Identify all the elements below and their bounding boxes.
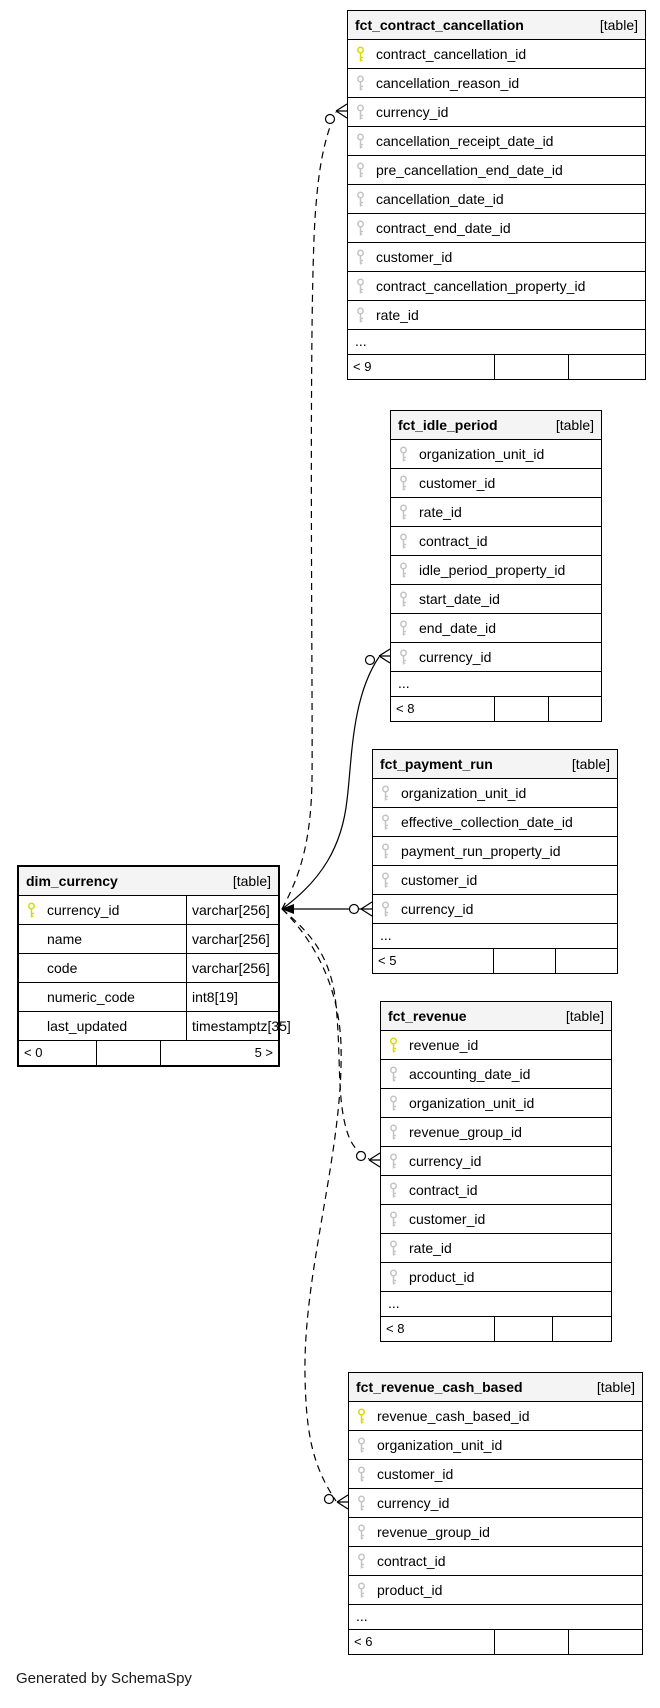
column-row-organization_unit_id	[381, 1089, 611, 1118]
column-name: currency_id	[401, 901, 474, 917]
column-row-organization_unit_id	[349, 1431, 642, 1460]
table-footer	[348, 355, 645, 379]
table-header-fct_contract_cancellation[interactable]	[348, 11, 645, 40]
column-name: currency_id	[419, 649, 492, 665]
table-fct_contract_cancellation	[347, 10, 646, 380]
foreign-key-icon	[389, 1153, 398, 1170]
column-row-customer_id	[381, 1205, 611, 1234]
column-name: effective_collection_date_id	[401, 814, 573, 830]
column-row-contract_id	[381, 1176, 611, 1205]
zero-cardinality-circle	[326, 115, 335, 124]
table-header-fct_idle_period[interactable]	[391, 411, 601, 440]
foreign-key-icon	[389, 1066, 398, 1083]
column-name: start_date_id	[419, 591, 500, 607]
column-name: customer_id	[419, 475, 496, 491]
column-name: revenue_id	[409, 1037, 479, 1053]
table-footer	[349, 1630, 642, 1654]
column-name: cancellation_reason_id	[376, 75, 520, 91]
crowfoot-many-marker	[379, 649, 390, 663]
more-columns-ellipsis: ...	[349, 1605, 642, 1630]
column-name: rate_id	[409, 1240, 452, 1256]
foreign-key-icon	[399, 504, 408, 521]
column-name: code	[47, 960, 78, 976]
column-name: cancellation_date_id	[376, 191, 504, 207]
footer-spacer-cell	[494, 697, 549, 721]
relationship-edge-fct_revenue	[282, 909, 369, 1159]
column-row-start_date_id	[391, 585, 601, 614]
footer-parents-count	[569, 1630, 642, 1654]
foreign-key-icon	[399, 620, 408, 637]
column-name: pre_cancellation_end_date_id	[376, 162, 563, 178]
table-type-badge: [table]	[232, 873, 271, 889]
column-row-contract_cancellation_id	[348, 40, 645, 69]
foreign-key-icon	[389, 1240, 398, 1257]
column-name: revenue_cash_based_id	[377, 1408, 530, 1424]
column-name: revenue_group_id	[377, 1524, 490, 1540]
foreign-key-icon	[389, 1211, 398, 1228]
more-columns-ellipsis: ...	[348, 330, 645, 355]
table-header-fct_payment_run[interactable]	[373, 750, 617, 779]
column-row-cancellation_reason_id	[348, 69, 645, 98]
foreign-key-icon	[356, 191, 365, 208]
column-name: customer_id	[401, 872, 478, 888]
column-name: customer_id	[409, 1211, 486, 1227]
table-dim_currency	[17, 865, 291, 1067]
column-row-cancellation_receipt_date_id	[348, 127, 645, 156]
column-name: organization_unit_id	[401, 785, 527, 801]
column-type: varchar[256]	[186, 896, 278, 924]
column-name: contract_id	[377, 1553, 446, 1569]
column-type: int8[19]	[186, 983, 278, 1011]
footer-children-count: < 8	[396, 701, 415, 716]
column-name: payment_run_property_id	[401, 843, 561, 859]
table-header-dim_currency[interactable]	[19, 867, 278, 896]
foreign-key-icon	[399, 446, 408, 463]
column-name: customer_id	[377, 1466, 454, 1482]
column-type: varchar[256]	[186, 954, 278, 982]
column-row-revenue_cash_based_id	[349, 1402, 642, 1431]
column-row-rate_id	[348, 301, 645, 330]
column-name: rate_id	[419, 504, 462, 520]
zero-cardinality-circle	[325, 1495, 334, 1504]
foreign-key-icon	[356, 75, 365, 92]
column-row-currency_id	[391, 643, 601, 672]
column-row-contract_end_date_id	[348, 214, 645, 243]
foreign-key-icon	[399, 649, 408, 666]
column-row-contract_cancellation_property_id	[348, 272, 645, 301]
column-row-end_date_id	[391, 614, 601, 643]
column-name: rate_id	[376, 307, 419, 323]
footer-parents-count	[556, 949, 617, 973]
column-name: cancellation_receipt_date_id	[376, 133, 554, 149]
column-row-accounting_date_id	[381, 1060, 611, 1089]
column-name: organization_unit_id	[377, 1437, 503, 1453]
relationship-edge-fct_contract_cancellation	[282, 112, 336, 909]
column-name: product_id	[377, 1582, 443, 1598]
foreign-key-icon	[399, 475, 408, 492]
more-columns-ellipsis: ...	[373, 924, 617, 949]
foreign-key-icon	[381, 901, 390, 918]
column-row-currency_id	[19, 896, 278, 925]
column-row-currency_id	[373, 895, 617, 924]
more-columns-ellipsis: ...	[391, 672, 601, 697]
column-name: contract_id	[409, 1182, 478, 1198]
column-row-product_id	[349, 1576, 642, 1605]
foreign-key-icon	[389, 1269, 398, 1286]
footer-children-count: < 8	[386, 1321, 405, 1336]
table-name: fct_revenue	[388, 1008, 467, 1024]
zero-cardinality-circle	[357, 1152, 366, 1161]
table-type-badge: [table]	[565, 1008, 604, 1024]
table-footer	[381, 1317, 611, 1341]
column-type: varchar[256]	[186, 925, 278, 953]
foreign-key-icon	[356, 162, 365, 179]
column-row-payment_run_property_id	[373, 837, 617, 866]
column-name: currency_id	[47, 902, 120, 918]
column-name: organization_unit_id	[409, 1095, 535, 1111]
column-name: contract_id	[419, 533, 488, 549]
foreign-key-icon	[357, 1495, 366, 1512]
table-header-fct_revenue[interactable]	[381, 1002, 611, 1031]
column-row-name	[19, 925, 278, 954]
column-row-cancellation_date_id	[348, 185, 645, 214]
primary-key-icon	[357, 1408, 366, 1425]
column-name: product_id	[409, 1269, 475, 1285]
column-row-customer_id	[349, 1460, 642, 1489]
foreign-key-icon	[389, 1095, 398, 1112]
footer-parents-count: 5 >	[254, 1045, 273, 1060]
foreign-key-icon	[381, 843, 390, 860]
column-name: currency_id	[376, 104, 449, 120]
foreign-key-icon	[399, 533, 408, 550]
footer-spacer-cell	[96, 1041, 161, 1065]
generator-note: Generated by SchemaSpy	[16, 1670, 192, 1687]
primary-key-icon	[389, 1037, 398, 1054]
footer-children-count: < 5	[378, 953, 397, 968]
table-type-badge: [table]	[555, 417, 594, 433]
foreign-key-icon	[356, 307, 365, 324]
foreign-key-icon	[356, 133, 365, 150]
column-row-currency_id	[348, 98, 645, 127]
footer-spacer-cell	[493, 949, 556, 973]
column-row-code	[19, 954, 278, 983]
column-name: name	[47, 931, 83, 947]
zero-cardinality-circle	[366, 656, 375, 665]
column-name: end_date_id	[419, 620, 497, 636]
column-row-currency_id	[349, 1489, 642, 1518]
column-name: idle_period_property_id	[419, 562, 566, 578]
column-row-contract_id	[391, 527, 601, 556]
column-row-contract_id	[349, 1547, 642, 1576]
foreign-key-icon	[356, 104, 365, 121]
footer-parents-count	[569, 355, 645, 379]
column-name: contract_cancellation_id	[376, 46, 527, 62]
foreign-key-icon	[381, 785, 390, 802]
foreign-key-icon	[356, 278, 365, 295]
foreign-key-icon	[399, 591, 408, 608]
foreign-key-icon	[381, 872, 390, 889]
column-row-organization_unit_id	[391, 440, 601, 469]
table-fct_revenue	[380, 1001, 612, 1342]
table-type-badge: [table]	[596, 1379, 635, 1395]
column-row-numeric_code	[19, 983, 278, 1012]
foreign-key-icon	[357, 1524, 366, 1541]
column-row-revenue_group_id	[381, 1118, 611, 1147]
foreign-key-icon	[389, 1124, 398, 1141]
foreign-key-icon	[356, 220, 365, 237]
primary-key-icon	[356, 46, 365, 63]
footer-parents-count	[553, 1317, 611, 1341]
primary-key-icon	[27, 902, 36, 919]
table-name: dim_currency	[26, 873, 118, 889]
zero-cardinality-circle	[350, 905, 359, 914]
column-row-customer_id	[348, 243, 645, 272]
crowfoot-many-marker	[337, 1495, 348, 1509]
column-row-currency_id	[381, 1147, 611, 1176]
table-footer	[19, 1041, 278, 1065]
relationship-edge-fct_idle_period	[282, 657, 379, 909]
relationship-edge-fct_revenue_cash_based	[282, 909, 341, 1501]
column-name: currency_id	[377, 1495, 450, 1511]
column-row-revenue_id	[381, 1031, 611, 1060]
column-row-last_updated	[19, 1012, 291, 1041]
column-name: organization_unit_id	[419, 446, 545, 462]
column-name: last_updated	[47, 1018, 128, 1034]
column-row-product_id	[381, 1263, 611, 1292]
column-name: numeric_code	[47, 989, 135, 1005]
crowfoot-many-marker	[369, 1153, 380, 1167]
column-row-organization_unit_id	[373, 779, 617, 808]
foreign-key-icon	[356, 249, 365, 266]
column-row-pre_cancellation_end_date_id	[348, 156, 645, 185]
footer-spacer-cell	[494, 1317, 553, 1341]
table-fct_revenue_cash_based	[348, 1372, 643, 1655]
crowfoot-many-marker	[361, 902, 372, 916]
column-name: contract_cancellation_property_id	[376, 278, 586, 294]
table-type-badge: [table]	[571, 756, 610, 772]
column-type: timestamptz[35]	[186, 1012, 291, 1040]
table-type-badge: [table]	[599, 17, 638, 33]
foreign-key-icon	[381, 814, 390, 831]
column-row-revenue_group_id	[349, 1518, 642, 1547]
footer-parents-count	[549, 697, 601, 721]
footer-children-count: < 6	[354, 1634, 373, 1649]
foreign-key-icon	[357, 1553, 366, 1570]
foreign-key-icon	[357, 1466, 366, 1483]
foreign-key-icon	[399, 562, 408, 579]
foreign-key-icon	[357, 1582, 366, 1599]
column-row-rate_id	[391, 498, 601, 527]
column-row-idle_period_property_id	[391, 556, 601, 585]
column-name: customer_id	[376, 249, 453, 265]
more-columns-ellipsis: ...	[381, 1292, 611, 1317]
footer-spacer-cell	[494, 355, 569, 379]
crowfoot-many-marker	[336, 104, 347, 118]
column-row-customer_id	[373, 866, 617, 895]
table-header-fct_revenue_cash_based[interactable]	[349, 1373, 642, 1402]
table-fct_idle_period	[390, 410, 602, 722]
table-footer	[373, 949, 617, 973]
column-name: currency_id	[409, 1153, 482, 1169]
footer-children-count: < 0	[24, 1045, 43, 1060]
foreign-key-icon	[389, 1182, 398, 1199]
table-name: fct_revenue_cash_based	[356, 1379, 523, 1395]
column-name: accounting_date_id	[409, 1066, 531, 1082]
footer-spacer-cell	[494, 1630, 569, 1654]
table-fct_payment_run	[372, 749, 618, 974]
column-name: revenue_group_id	[409, 1124, 522, 1140]
footer-children-count: < 9	[353, 359, 372, 374]
table-footer	[391, 697, 601, 721]
foreign-key-icon	[357, 1437, 366, 1454]
table-name: fct_idle_period	[398, 417, 498, 433]
column-row-customer_id	[391, 469, 601, 498]
table-name: fct_contract_cancellation	[355, 17, 524, 33]
table-name: fct_payment_run	[380, 756, 493, 772]
column-name: contract_end_date_id	[376, 220, 511, 236]
column-row-rate_id	[381, 1234, 611, 1263]
column-row-effective_collection_date_id	[373, 808, 617, 837]
